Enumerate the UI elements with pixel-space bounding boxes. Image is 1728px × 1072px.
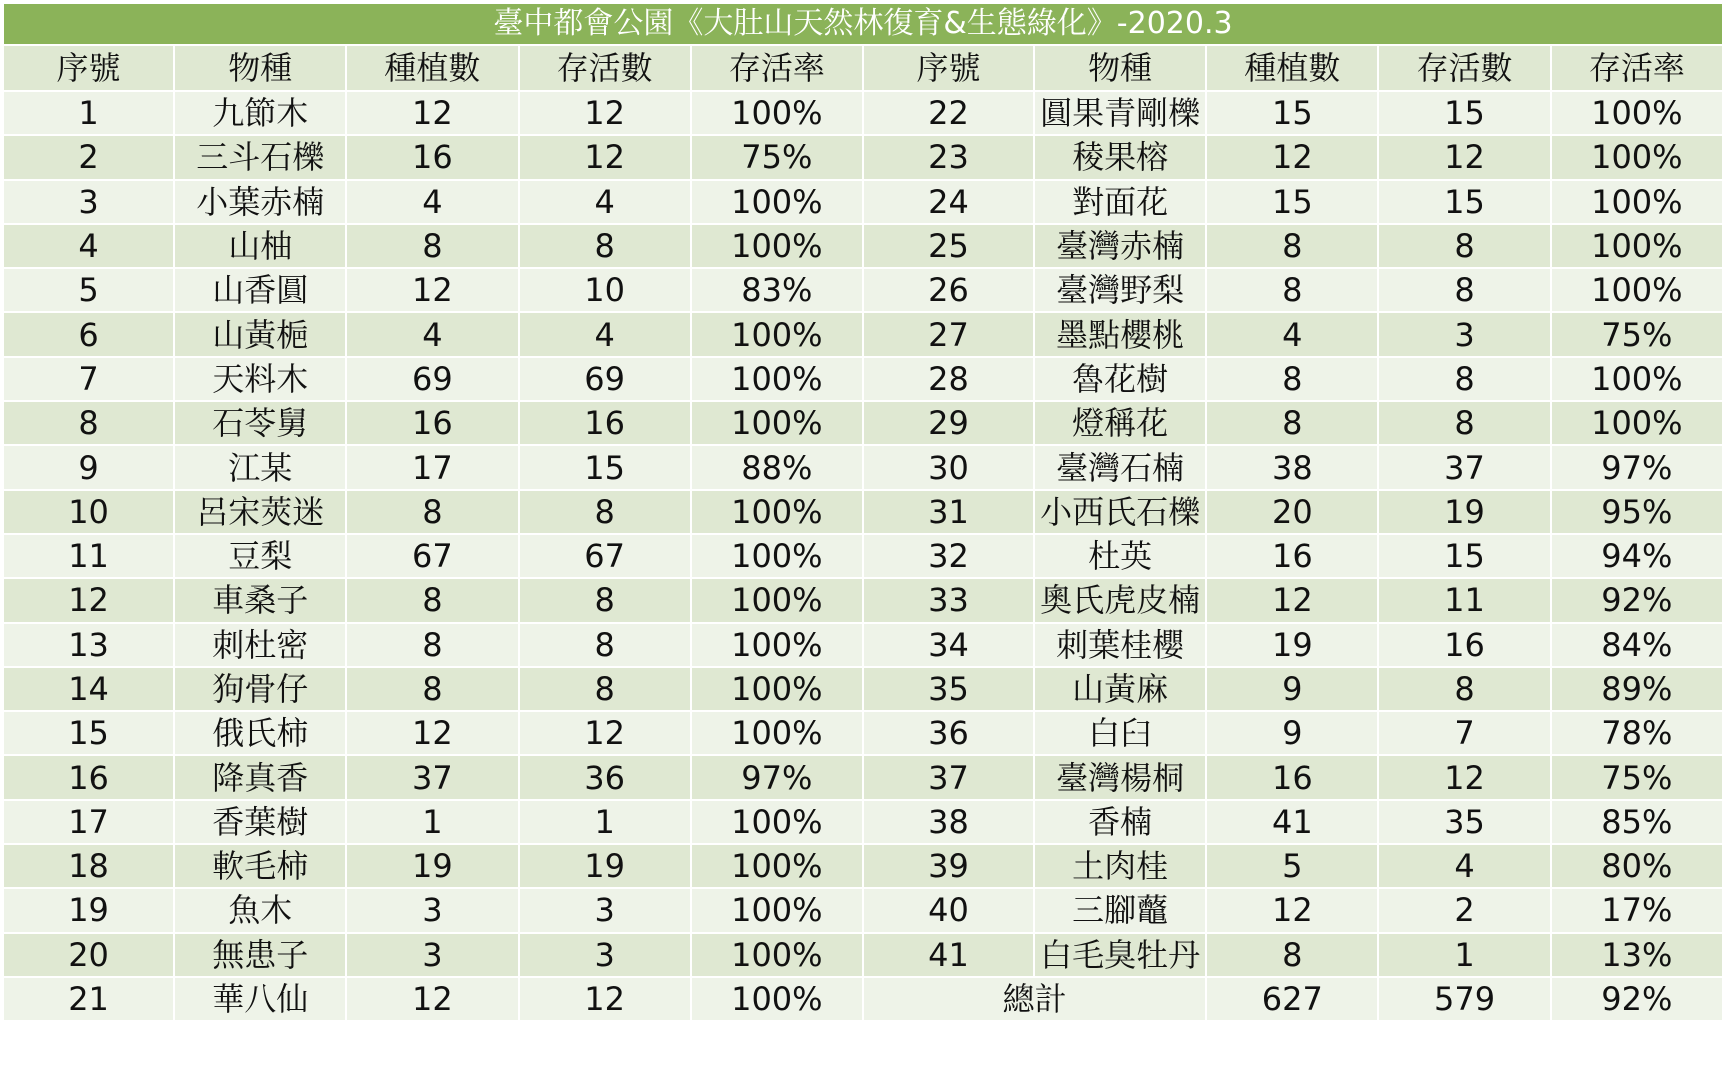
cell-rate-left: 100% bbox=[691, 977, 863, 1021]
cell-alive-left: 8 bbox=[519, 490, 691, 534]
cell-rate-left: 100% bbox=[691, 91, 863, 135]
cell-no-right: 27 bbox=[863, 312, 1034, 356]
table-row bbox=[3, 844, 1723, 888]
cell-planted-right: 15 bbox=[1206, 91, 1378, 135]
table-row bbox=[3, 755, 1723, 799]
cell-alive-left: 3 bbox=[519, 933, 691, 977]
table-row bbox=[3, 534, 1723, 578]
cell-species-right: 臺灣楊桐 bbox=[1034, 755, 1206, 799]
header-alive-right: 存活數 bbox=[1378, 45, 1550, 91]
cell-alive-right: 3 bbox=[1378, 312, 1550, 356]
table-row bbox=[3, 312, 1723, 356]
cell-alive-left: 10 bbox=[519, 268, 691, 312]
cell-alive-right: 7 bbox=[1378, 711, 1550, 755]
cell-rate-right: 100% bbox=[1551, 224, 1723, 268]
table-body bbox=[3, 91, 1723, 1021]
cell-alive-left: 1 bbox=[519, 800, 691, 844]
cell-rate-right: 95% bbox=[1551, 490, 1723, 534]
header-no-right: 序號 bbox=[863, 45, 1034, 91]
cell-rate-right: 100% bbox=[1551, 357, 1723, 401]
cell-rate-right: 17% bbox=[1551, 888, 1723, 932]
cell-no-right: 23 bbox=[863, 135, 1034, 179]
cell-no-right: 40 bbox=[863, 888, 1034, 932]
header-alive-left: 存活數 bbox=[519, 45, 691, 91]
cell-alive-left: 36 bbox=[519, 755, 691, 799]
cell-alive-right: 15 bbox=[1378, 534, 1550, 578]
cell-alive-right: 15 bbox=[1378, 91, 1550, 135]
cell-no-left: 15 bbox=[3, 711, 174, 755]
table-row bbox=[3, 933, 1723, 977]
total-planted: 627 bbox=[1206, 977, 1378, 1021]
cell-no-left: 18 bbox=[3, 844, 174, 888]
cell-species-left: 車桑子 bbox=[174, 578, 346, 622]
cell-rate-left: 100% bbox=[691, 667, 863, 711]
table-row bbox=[3, 180, 1723, 224]
cell-alive-right: 19 bbox=[1378, 490, 1550, 534]
cell-planted-left: 8 bbox=[346, 667, 518, 711]
cell-planted-left: 3 bbox=[346, 888, 518, 932]
cell-planted-right: 41 bbox=[1206, 800, 1378, 844]
cell-species-left: 石苓舅 bbox=[174, 401, 346, 445]
cell-no-right: 33 bbox=[863, 578, 1034, 622]
cell-planted-right: 8 bbox=[1206, 268, 1378, 312]
cell-alive-left: 16 bbox=[519, 401, 691, 445]
total-alive: 579 bbox=[1378, 977, 1550, 1021]
cell-rate-right: 100% bbox=[1551, 91, 1723, 135]
cell-planted-right: 8 bbox=[1206, 224, 1378, 268]
cell-no-right: 30 bbox=[863, 445, 1034, 489]
cell-rate-right: 89% bbox=[1551, 667, 1723, 711]
cell-species-left: 魚木 bbox=[174, 888, 346, 932]
cell-species-right: 土肉桂 bbox=[1034, 844, 1206, 888]
cell-planted-right: 9 bbox=[1206, 667, 1378, 711]
cell-rate-right: 85% bbox=[1551, 800, 1723, 844]
cell-no-left: 9 bbox=[3, 445, 174, 489]
cell-species-right: 圓果青剛櫟 bbox=[1034, 91, 1206, 135]
cell-planted-right: 5 bbox=[1206, 844, 1378, 888]
cell-planted-left: 1 bbox=[346, 800, 518, 844]
cell-planted-left: 16 bbox=[346, 401, 518, 445]
cell-planted-right: 8 bbox=[1206, 401, 1378, 445]
cell-species-right: 墨點櫻桃 bbox=[1034, 312, 1206, 356]
cell-rate-left: 97% bbox=[691, 755, 863, 799]
cell-alive-left: 3 bbox=[519, 888, 691, 932]
cell-alive-right: 37 bbox=[1378, 445, 1550, 489]
cell-planted-left: 67 bbox=[346, 534, 518, 578]
cell-alive-left: 4 bbox=[519, 312, 691, 356]
cell-no-right: 32 bbox=[863, 534, 1034, 578]
cell-species-right: 刺葉桂櫻 bbox=[1034, 623, 1206, 667]
cell-planted-left: 8 bbox=[346, 578, 518, 622]
cell-alive-left: 67 bbox=[519, 534, 691, 578]
cell-alive-right: 35 bbox=[1378, 800, 1550, 844]
cell-alive-right: 8 bbox=[1378, 401, 1550, 445]
cell-rate-right: 100% bbox=[1551, 180, 1723, 224]
cell-planted-left: 12 bbox=[346, 977, 518, 1021]
cell-rate-right: 78% bbox=[1551, 711, 1723, 755]
cell-planted-right: 12 bbox=[1206, 135, 1378, 179]
header-no-left: 序號 bbox=[3, 45, 174, 91]
cell-planted-left: 19 bbox=[346, 844, 518, 888]
cell-species-left: 俄氏柿 bbox=[174, 711, 346, 755]
cell-planted-right: 9 bbox=[1206, 711, 1378, 755]
cell-planted-right: 8 bbox=[1206, 357, 1378, 401]
cell-rate-left: 100% bbox=[691, 933, 863, 977]
cell-planted-right: 16 bbox=[1206, 534, 1378, 578]
cell-alive-left: 15 bbox=[519, 445, 691, 489]
cell-species-left: 山香圓 bbox=[174, 268, 346, 312]
cell-planted-right: 15 bbox=[1206, 180, 1378, 224]
cell-species-left: 山黃梔 bbox=[174, 312, 346, 356]
cell-alive-right: 12 bbox=[1378, 755, 1550, 799]
cell-planted-left: 4 bbox=[346, 312, 518, 356]
cell-alive-left: 12 bbox=[519, 977, 691, 1021]
cell-no-right: 25 bbox=[863, 224, 1034, 268]
cell-planted-right: 19 bbox=[1206, 623, 1378, 667]
cell-alive-right: 4 bbox=[1378, 844, 1550, 888]
cell-alive-right: 15 bbox=[1378, 180, 1550, 224]
cell-species-right: 對面花 bbox=[1034, 180, 1206, 224]
cell-no-right: 34 bbox=[863, 623, 1034, 667]
cell-planted-left: 8 bbox=[346, 224, 518, 268]
header-planted-left: 種植數 bbox=[346, 45, 518, 91]
table-row bbox=[3, 135, 1723, 179]
table-row bbox=[3, 888, 1723, 932]
total-label: 總計 bbox=[863, 977, 1206, 1021]
cell-no-left: 21 bbox=[3, 977, 174, 1021]
cell-rate-left: 83% bbox=[691, 268, 863, 312]
cell-rate-left: 100% bbox=[691, 888, 863, 932]
cell-alive-right: 8 bbox=[1378, 667, 1550, 711]
cell-rate-left: 100% bbox=[691, 490, 863, 534]
cell-species-right: 白臼 bbox=[1034, 711, 1206, 755]
cell-planted-right: 12 bbox=[1206, 888, 1378, 932]
cell-alive-left: 4 bbox=[519, 180, 691, 224]
cell-alive-right: 2 bbox=[1378, 888, 1550, 932]
cell-planted-right: 4 bbox=[1206, 312, 1378, 356]
cell-rate-left: 88% bbox=[691, 445, 863, 489]
cell-species-left: 小葉赤楠 bbox=[174, 180, 346, 224]
cell-planted-right: 8 bbox=[1206, 933, 1378, 977]
cell-no-right: 41 bbox=[863, 933, 1034, 977]
cell-no-right: 39 bbox=[863, 844, 1034, 888]
cell-alive-right: 12 bbox=[1378, 135, 1550, 179]
cell-species-right: 臺灣野梨 bbox=[1034, 268, 1206, 312]
cell-alive-right: 11 bbox=[1378, 578, 1550, 622]
cell-species-right: 奧氏虎皮楠 bbox=[1034, 578, 1206, 622]
cell-alive-left: 8 bbox=[519, 224, 691, 268]
cell-rate-left: 100% bbox=[691, 711, 863, 755]
cell-species-right: 三腳虌 bbox=[1034, 888, 1206, 932]
cell-species-left: 香葉樹 bbox=[174, 800, 346, 844]
cell-species-left: 刺杜密 bbox=[174, 623, 346, 667]
cell-rate-left: 100% bbox=[691, 312, 863, 356]
table-row bbox=[3, 977, 1723, 1021]
cell-rate-left: 100% bbox=[691, 844, 863, 888]
cell-no-right: 35 bbox=[863, 667, 1034, 711]
cell-rate-left: 75% bbox=[691, 135, 863, 179]
cell-alive-left: 8 bbox=[519, 667, 691, 711]
cell-alive-left: 69 bbox=[519, 357, 691, 401]
cell-species-left: 山柚 bbox=[174, 224, 346, 268]
table-row bbox=[3, 711, 1723, 755]
cell-rate-right: 94% bbox=[1551, 534, 1723, 578]
cell-no-right: 26 bbox=[863, 268, 1034, 312]
cell-species-left: 江某 bbox=[174, 445, 346, 489]
cell-species-right: 魯花樹 bbox=[1034, 357, 1206, 401]
cell-planted-right: 20 bbox=[1206, 490, 1378, 534]
cell-no-right: 37 bbox=[863, 755, 1034, 799]
cell-species-right: 燈稱花 bbox=[1034, 401, 1206, 445]
cell-alive-left: 12 bbox=[519, 135, 691, 179]
cell-planted-right: 38 bbox=[1206, 445, 1378, 489]
cell-no-right: 24 bbox=[863, 180, 1034, 224]
cell-alive-right: 8 bbox=[1378, 357, 1550, 401]
header-species-right: 物種 bbox=[1034, 45, 1206, 91]
cell-species-right: 稜果榕 bbox=[1034, 135, 1206, 179]
cell-no-left: 20 bbox=[3, 933, 174, 977]
cell-no-right: 22 bbox=[863, 91, 1034, 135]
cell-no-right: 38 bbox=[863, 800, 1034, 844]
survival-table bbox=[2, 2, 1724, 1022]
table-row bbox=[3, 445, 1723, 489]
table-title: 臺中都會公園《大肚山天然林復育&生態綠化》-2020.3 bbox=[3, 3, 1723, 45]
cell-no-left: 7 bbox=[3, 357, 174, 401]
cell-species-right: 臺灣石楠 bbox=[1034, 445, 1206, 489]
cell-rate-right: 75% bbox=[1551, 312, 1723, 356]
cell-alive-left: 19 bbox=[519, 844, 691, 888]
cell-alive-right: 8 bbox=[1378, 268, 1550, 312]
cell-no-left: 6 bbox=[3, 312, 174, 356]
cell-alive-left: 12 bbox=[519, 91, 691, 135]
table-row bbox=[3, 800, 1723, 844]
cell-rate-right: 75% bbox=[1551, 755, 1723, 799]
cell-no-left: 4 bbox=[3, 224, 174, 268]
cell-rate-left: 100% bbox=[691, 357, 863, 401]
table-row bbox=[3, 623, 1723, 667]
cell-species-right: 白毛臭牡丹 bbox=[1034, 933, 1206, 977]
cell-rate-right: 80% bbox=[1551, 844, 1723, 888]
cell-alive-right: 8 bbox=[1378, 224, 1550, 268]
cell-rate-left: 100% bbox=[691, 401, 863, 445]
cell-planted-left: 69 bbox=[346, 357, 518, 401]
cell-species-right: 山黃麻 bbox=[1034, 667, 1206, 711]
cell-species-right: 臺灣赤楠 bbox=[1034, 224, 1206, 268]
cell-rate-left: 100% bbox=[691, 578, 863, 622]
table-row bbox=[3, 91, 1723, 135]
cell-species-left: 三斗石櫟 bbox=[174, 135, 346, 179]
table-row bbox=[3, 667, 1723, 711]
cell-no-left: 13 bbox=[3, 623, 174, 667]
table-row bbox=[3, 268, 1723, 312]
cell-rate-left: 100% bbox=[691, 224, 863, 268]
cell-no-left: 12 bbox=[3, 578, 174, 622]
cell-planted-left: 12 bbox=[346, 268, 518, 312]
cell-no-left: 1 bbox=[3, 91, 174, 135]
cell-species-left: 九節木 bbox=[174, 91, 346, 135]
table-row bbox=[3, 357, 1723, 401]
header-species-left: 物種 bbox=[174, 45, 346, 91]
header-rate-right: 存活率 bbox=[1551, 45, 1723, 91]
cell-planted-left: 4 bbox=[346, 180, 518, 224]
cell-planted-left: 17 bbox=[346, 445, 518, 489]
cell-no-right: 29 bbox=[863, 401, 1034, 445]
cell-species-left: 狗骨仔 bbox=[174, 667, 346, 711]
cell-rate-right: 100% bbox=[1551, 401, 1723, 445]
cell-rate-left: 100% bbox=[691, 534, 863, 578]
cell-species-left: 降真香 bbox=[174, 755, 346, 799]
cell-no-left: 10 bbox=[3, 490, 174, 534]
cell-rate-right: 84% bbox=[1551, 623, 1723, 667]
cell-no-right: 31 bbox=[863, 490, 1034, 534]
cell-planted-left: 8 bbox=[346, 623, 518, 667]
cell-species-left: 呂宋莢迷 bbox=[174, 490, 346, 534]
cell-rate-right: 92% bbox=[1551, 578, 1723, 622]
cell-rate-right: 97% bbox=[1551, 445, 1723, 489]
cell-no-left: 19 bbox=[3, 888, 174, 932]
cell-no-left: 17 bbox=[3, 800, 174, 844]
cell-rate-right: 13% bbox=[1551, 933, 1723, 977]
cell-no-left: 5 bbox=[3, 268, 174, 312]
cell-planted-right: 12 bbox=[1206, 578, 1378, 622]
cell-species-right: 香楠 bbox=[1034, 800, 1206, 844]
cell-no-right: 36 bbox=[863, 711, 1034, 755]
cell-planted-left: 3 bbox=[346, 933, 518, 977]
cell-species-left: 天料木 bbox=[174, 357, 346, 401]
cell-species-right: 小西氏石櫟 bbox=[1034, 490, 1206, 534]
cell-alive-left: 8 bbox=[519, 578, 691, 622]
cell-rate-right: 100% bbox=[1551, 268, 1723, 312]
cell-alive-right: 1 bbox=[1378, 933, 1550, 977]
cell-planted-left: 12 bbox=[346, 91, 518, 135]
cell-rate-left: 100% bbox=[691, 180, 863, 224]
cell-species-left: 軟毛柿 bbox=[174, 844, 346, 888]
cell-species-left: 豆梨 bbox=[174, 534, 346, 578]
cell-planted-left: 12 bbox=[346, 711, 518, 755]
table-row bbox=[3, 490, 1723, 534]
total-rate: 92% bbox=[1551, 977, 1723, 1021]
cell-alive-right: 16 bbox=[1378, 623, 1550, 667]
table-row bbox=[3, 224, 1723, 268]
cell-rate-left: 100% bbox=[691, 623, 863, 667]
cell-alive-left: 8 bbox=[519, 623, 691, 667]
header-planted-right: 種植數 bbox=[1206, 45, 1378, 91]
cell-no-left: 2 bbox=[3, 135, 174, 179]
cell-species-left: 無患子 bbox=[174, 933, 346, 977]
cell-no-left: 11 bbox=[3, 534, 174, 578]
table-row bbox=[3, 578, 1723, 622]
cell-no-left: 8 bbox=[3, 401, 174, 445]
header-rate-left: 存活率 bbox=[691, 45, 863, 91]
cell-no-left: 14 bbox=[3, 667, 174, 711]
cell-no-right: 28 bbox=[863, 357, 1034, 401]
cell-species-right: 杜英 bbox=[1034, 534, 1206, 578]
cell-planted-left: 37 bbox=[346, 755, 518, 799]
cell-no-left: 3 bbox=[3, 180, 174, 224]
cell-planted-left: 8 bbox=[346, 490, 518, 534]
table-row bbox=[3, 401, 1723, 445]
cell-alive-left: 12 bbox=[519, 711, 691, 755]
cell-species-left: 華八仙 bbox=[174, 977, 346, 1021]
cell-rate-left: 100% bbox=[691, 800, 863, 844]
cell-planted-left: 16 bbox=[346, 135, 518, 179]
cell-planted-right: 16 bbox=[1206, 755, 1378, 799]
cell-no-left: 16 bbox=[3, 755, 174, 799]
cell-rate-right: 100% bbox=[1551, 135, 1723, 179]
